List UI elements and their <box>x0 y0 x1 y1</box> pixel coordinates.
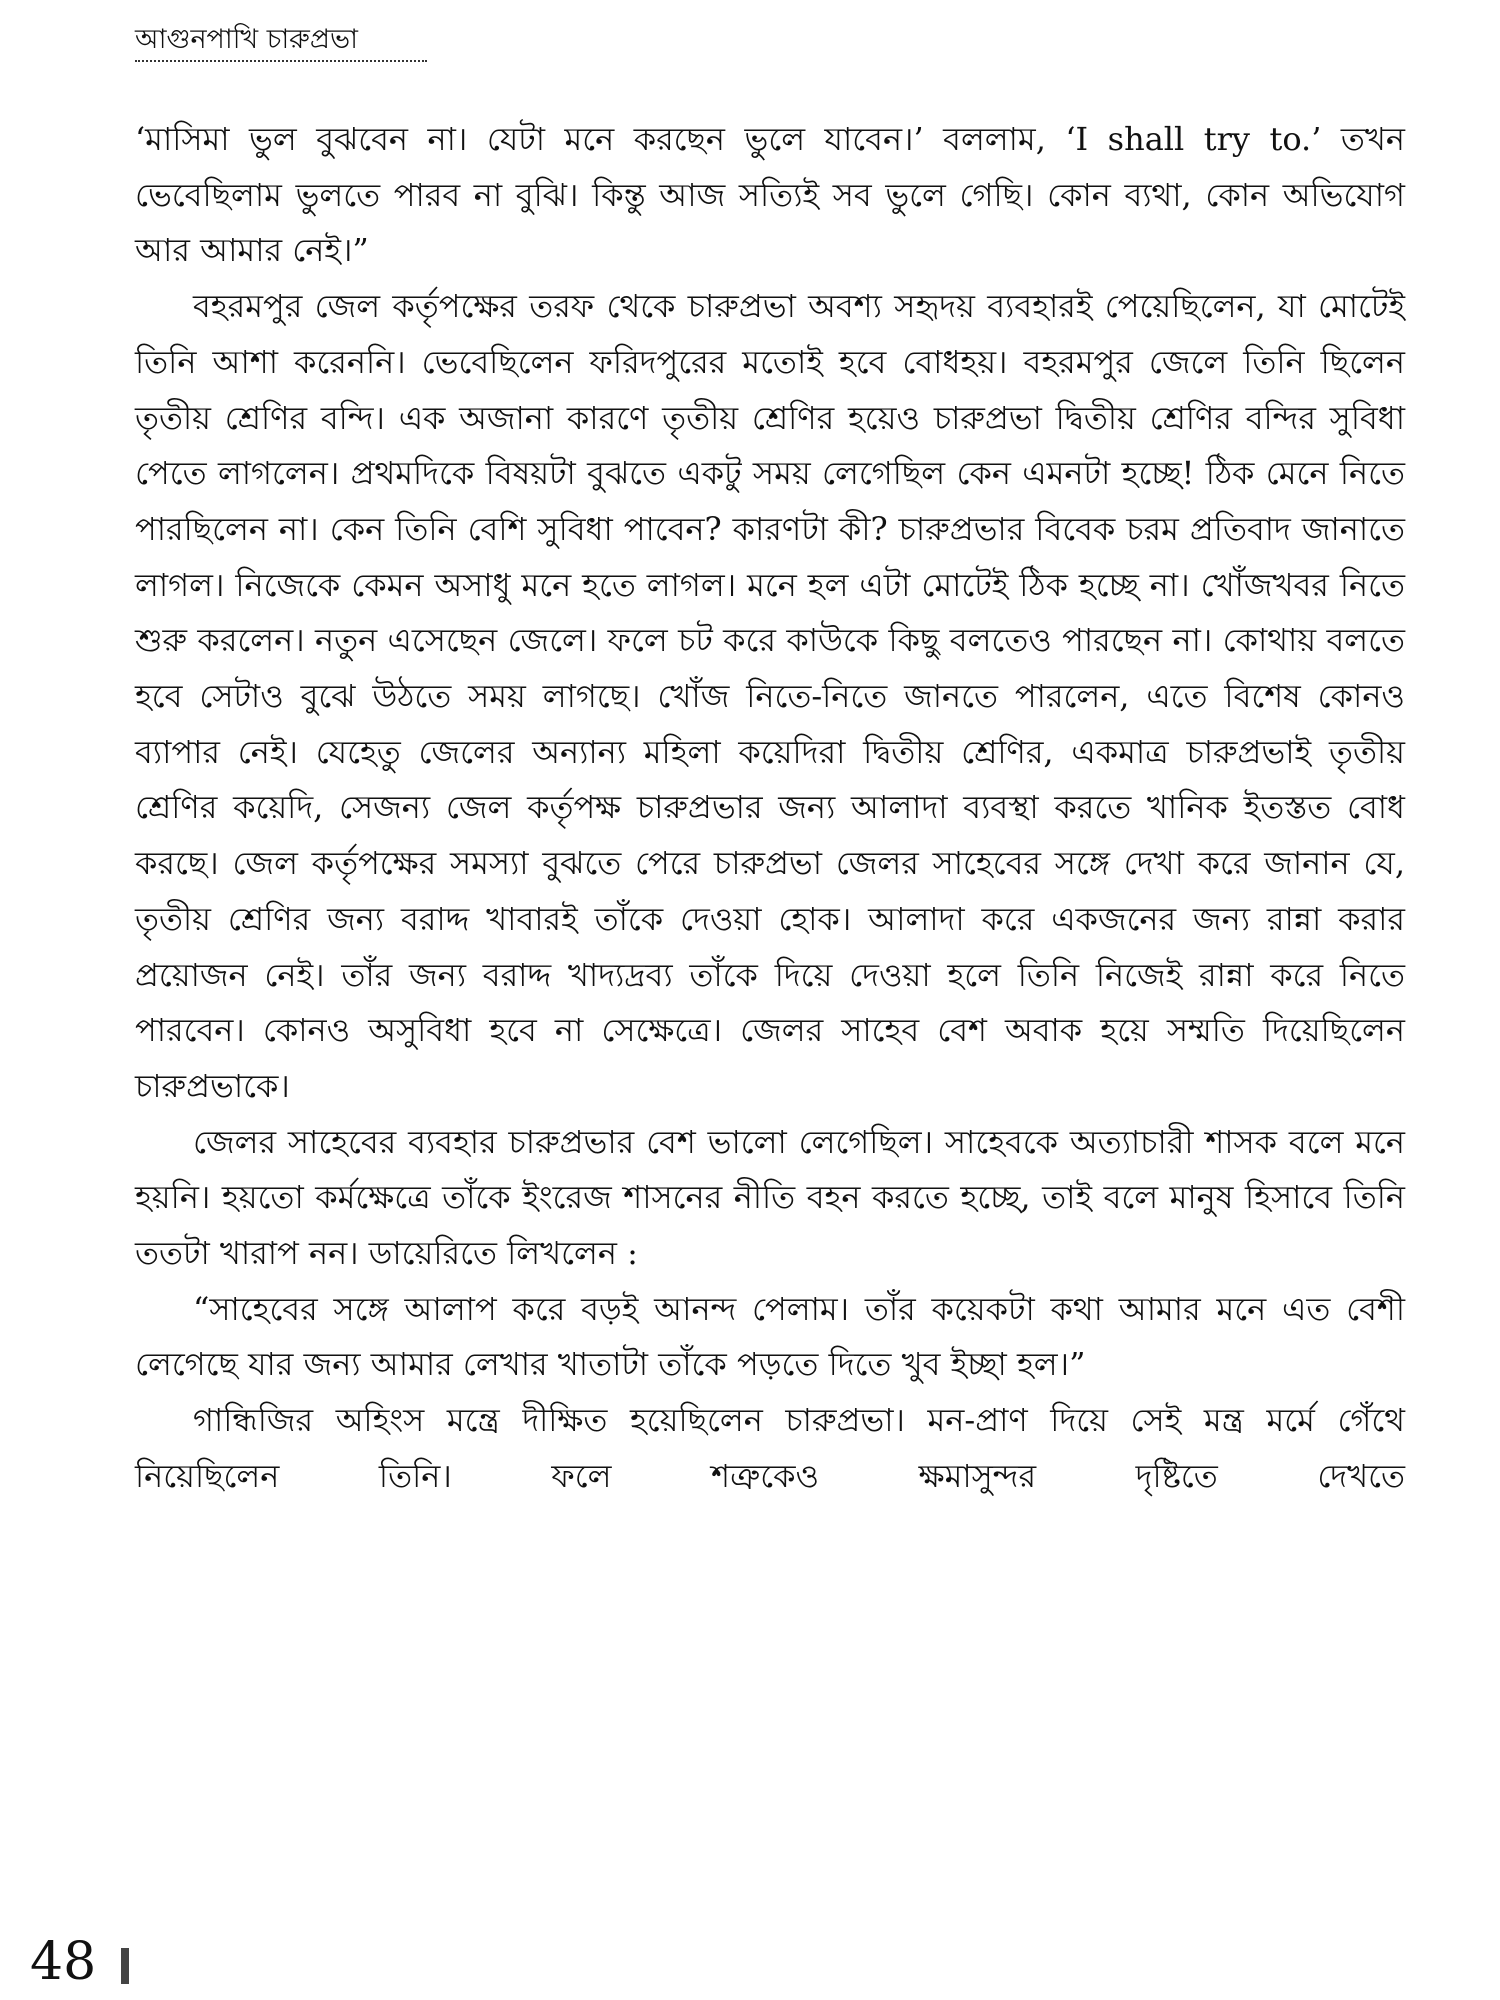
paragraph-berhampore-jail: বহরমপুর জেল কর্তৃপক্ষের তরফ থেকে চারুপ্রভা অবশ্য সহৃদয় ব্যবহারই পেয়েছিলেন, যা মোটেই তিনি আশা করেননি। ভেবেছিলেন ফরিদপুরের মতোই হবে বোধহয়। বহরমপুর জেলে তিনি ছিলেন তৃতীয় শ্রেণির বন্দি। এক অজানা কারণে তৃতীয় শ্রেণির হয়েও চারুপ্রভা দ্বিতীয় শ্রেণির বন্দির সুবিধা পেতে লাগলেন। প্রথমদিকে বিষয়টা বুঝতে একটু সময় লেগেছিল কেন এমনটা হচ্ছে! ঠিক মেনে নিতে পারছিলেন না। কেন তিনি বেশি সুবিধা পাবেন? কারণটা কী? চারুপ্রভার বিবেক চরম প্রতিবাদ জানাতে লাগল। নিজেকে কেমন অসাধু মনে হতে লাগল। মনে হল এটা মোটেই ঠিক হচ্ছে না। খোঁজখবর নিতে শুরু করলেন। নতুন এসেছেন জেলে। ফলে চট করে কাউকে কিছু বলতেও পারছেন না। কোথায় বলতে হবে সেটাও বুঝে উঠতে সময় লাগছে। খোঁজ নিতে-নিতে জানতে পারলেন, এতে বিশেষ কোনও ব্যাপার নেই। যেহেতু জেলের অন্যান্য মহিলা কয়েদিরা দ্বিতীয় শ্রেণির, একমাত্র চারুপ্রভাই তৃতীয় শ্রেণির কয়েদি, সেজন্য জেল কর্তৃপক্ষ চারুপ্রভার জন্য আলাদা ব্যবস্থা করতে খানিক ইতস্তত বোধ করছে। জেল কর্তৃপক্ষের সমস্যা বুঝতে পেরে চারুপ্রভা জেলর সাহেবের সঙ্গে দেখা করে জানান যে, তৃতীয় শ্রেণির জন্য বরাদ্দ খাবারই তাঁকে দেওয়া হোক। আলাদা করে একজনের জন্য রান্না করার প্রয়োজন নেই। তাঁর জন্য বরাদ্দ খাদ্যদ্রব্য তাঁকে দিয়ে দেওয়া হলে তিনি নিজেই রান্না করে নিতে পারবেন। কোনও অসুবিধা হবে না সেক্ষেত্রে। জেলর সাহেব বেশ অবাক হয়ে সম্মতি দিয়েছিলেন চারুপ্রভাকে। <box>135 287 1405 1105</box>
paragraph-jailor-behaviour: জেলর সাহেবের ব্যবহার চারুপ্রভার বেশ ভালো লেগেছিল। সাহেবকে অত্যাচারী শাসক বলে মনে হয়নি। হয়তো কর্মক্ষেত্রে তাঁকে ইংরেজ শাসনের নীতি বহন করতে হচ্ছে, তাই বলে মানুষ হিসাবে তিনি ততটা খারাপ নন। ডায়েরিতে লিখলেন : <box>135 1122 1405 1273</box>
paragraph-diary-quote: “সাহেবের সঙ্গে আলাপ করে বড়ই আনন্দ পেলাম। তাঁর কয়েকটা কথা আমার মনে এত বেশী লেগেছে যার জন্য আমার লেখার খাতাটা তাঁকে পড়তে দিতে খুব ইচ্ছা হল।” <box>135 1289 1405 1384</box>
paragraph-gandhi-ahimsa: গান্ধিজির অহিংস মন্ত্রে দীক্ষিত হয়েছিলেন চারুপ্রভা। মন-প্রাণ দিয়ে সেই মন্ত্র মর্মে গেঁথে নিয়েছিলেন তিনি। ফলে শত্রুকেও ক্ষমাসুন্দর দৃষ্টিতে দেখতে <box>135 1401 1405 1495</box>
body-text <box>135 112 1405 1505</box>
page-number-bar <box>121 1948 129 1984</box>
paragraph-quote-end: ‘মাসিমা ভুল বুঝবেন না। যেটা মনে করছেন ভুলে যাবেন।’ বললাম, ‘I shall try to.’ তখন ভেবেছিলাম ভুলতে পারব না বুঝি। কিন্তু আজ সত্যিই সব ভুলে গেছি। কোন ব্যথা, কোন অভিযোগ আর আমার নেই।” <box>135 120 1405 270</box>
running-head-rule <box>135 60 427 62</box>
page-number: 48 <box>30 1932 97 1992</box>
running-head: আগুনপাখি চারুপ্রভা <box>135 24 358 55</box>
